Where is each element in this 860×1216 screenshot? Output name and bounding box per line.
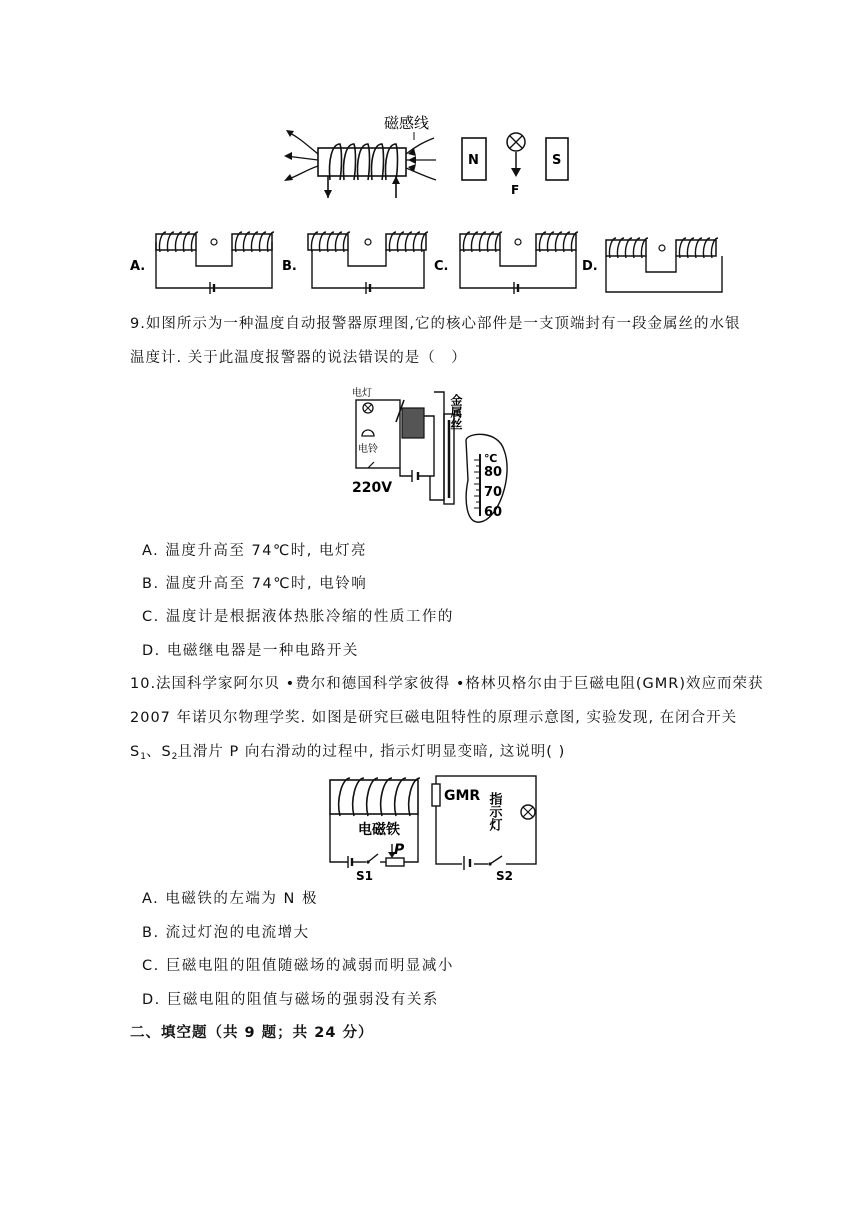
option-d-circuit: [582, 238, 722, 292]
q9-option-c[interactable]: C. 温度计是根据液体热胀冷缩的性质工作的: [142, 609, 454, 625]
slider-p-label: P: [394, 842, 405, 858]
gmr-label: GMR: [444, 788, 481, 804]
q9-stem-line2: 温度计. 关于此温度报警器的说法错误的是（ ）: [130, 350, 467, 366]
label-field-lines: 磁感线: [384, 114, 430, 132]
q10-gmr-diagram: [322, 770, 542, 882]
q10-option-a[interactable]: A. 电磁铁的左端为 N 极: [142, 891, 318, 907]
q9-option-a[interactable]: A. 温度升高至 74℃时, 电灯亮: [142, 543, 367, 559]
q9-alarm-diagram: [348, 380, 528, 530]
magnet-n-label: N: [468, 153, 479, 168]
option-a-label: A.: [130, 259, 146, 274]
option-b-dot-icon: [365, 239, 371, 245]
option-d-label: D.: [582, 259, 598, 274]
voltage-label: 220V: [352, 480, 393, 496]
option-a-circuit: [130, 232, 274, 294]
magnet-s-label: S: [552, 153, 562, 168]
q10-option-b[interactable]: B. 流过灯泡的电流增大: [142, 925, 310, 941]
relay-coil: [402, 408, 424, 438]
force-label: F: [511, 183, 520, 197]
bell-label: 电铃: [358, 444, 378, 455]
tick-70: 70: [484, 485, 503, 500]
option-c-label: C.: [434, 259, 449, 274]
q10-stem-line1: 10.法国科学家阿尔贝 •费尔和德国科学家彼得 •格林贝格尔由于巨磁电阻(GMR)效应而荣获: [130, 676, 764, 692]
option-a-cross-icon: [211, 239, 217, 245]
electromagnet-label: 电磁铁: [358, 822, 400, 838]
option-c-dot-icon: [515, 239, 521, 245]
option-b-circuit: [282, 232, 428, 294]
q10-stem-line2: 2007 年诺贝尔物理学奖. 如图是研究巨磁电阻特性的原理示意图, 实验发现, 在闭合开关: [130, 710, 738, 726]
switch-s2-label: S2: [496, 869, 513, 882]
solenoid-coil: [329, 144, 397, 180]
section2-heading: 二、填空题（共 9 题；共 24 分）: [130, 1025, 374, 1041]
unit-label: ℃: [484, 452, 498, 465]
q10-option-c[interactable]: C. 巨磁电阻的阻值随磁场的减弱而明显减小: [142, 958, 454, 974]
q10-option-d[interactable]: D. 巨磁电阻的阻值与磁场的强弱没有关系: [142, 992, 439, 1008]
switch-s1-label: S1: [356, 869, 373, 882]
slider-resistor: [386, 858, 404, 866]
q9-stem-line1: 9.如图所示为一种温度自动报警器原理图,它的核心部件是一支顶端封有一段金属丝的水银: [130, 316, 741, 332]
fig8-top-diagram: [270, 110, 600, 205]
option-d-cross-icon: [659, 245, 665, 251]
fig8-options-diagram: [130, 226, 730, 302]
metal-wire-label: 金属丝: [449, 394, 463, 430]
option-b-label: B.: [282, 259, 297, 274]
indicator-label: 指示灯: [486, 792, 502, 831]
gmr-resistor: [432, 784, 440, 806]
lamp-label: 电灯: [352, 388, 372, 399]
q9-option-b[interactable]: B. 温度升高至 74℃时, 电铃响: [142, 576, 368, 592]
bell-icon: [362, 430, 374, 436]
q10-stem-line3: $S_1$、$S_2$且滑片 P 向右滑动的过程中, 指示灯明显变暗, 这说明( ): [130, 744, 566, 762]
option-c-circuit: [434, 232, 578, 294]
tick-80: 80: [484, 465, 503, 480]
q9-option-d[interactable]: D. 电磁继电器是一种电路开关: [142, 643, 359, 659]
tick-60: 60: [484, 505, 503, 520]
